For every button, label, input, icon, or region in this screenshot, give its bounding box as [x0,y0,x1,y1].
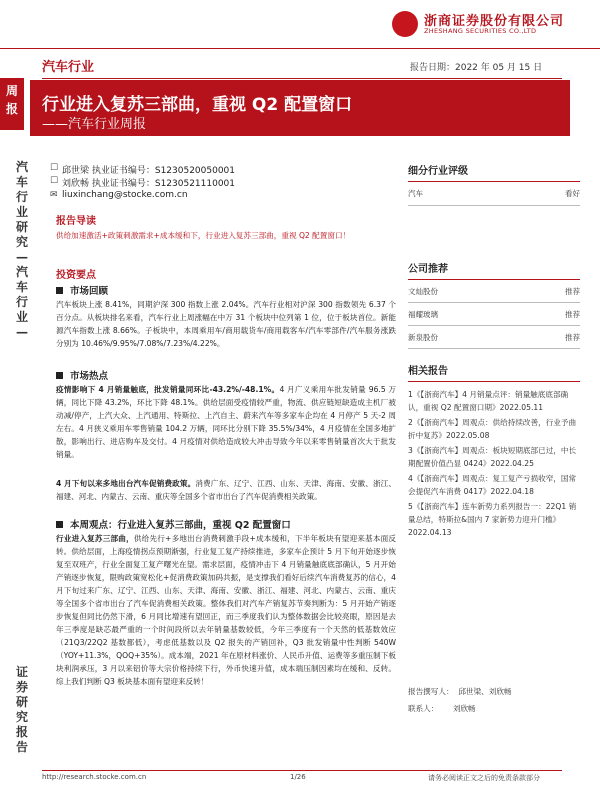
analyst-line-1: 邱世梁 执业证书编号：S1230520050001 [62,166,236,176]
market-hot-text: 疫情影响下 4 月销量触底，批发销量同环比-43.2%/-48.1%。4 月广义乘用车批发销量 96.5 万辆，同比下降 43.2%，环比下降 48.1%。供给层面受疫情较严重，物流、供应链短缺造成主机厂被动减/停产，上汽大众、上汽通用、特斯拉、上汽自主、蔚来汽车等多家车企均在 4 月停产 5 天-2 周左右。4 月狭义乘用车零售销量 104.2 万辆，同环比分别下降 35.5%/34%，4 月疫情在全国多地扩散，影响出行、进店购车及交付。4 月疫情对供给造成较大冲击导致今年以来零售销量首次大于批发销量。 [56,385,396,459]
weekly-view-text: 行业进入复苏三部曲，供给先行+多地出台消费刺激手段+成本缓和，下半年板块有望迎来基本面反转。供给层面，上海疫情拐点预期渐强，行业复工复产持续推进，多家车企预计 5 月下旬开始逐步恢复至双班产，行业全面复工复产曙光在望。需求层面，疫情冲击下 4 月销量触底底部确认，5 月开始产销逐步恢复，限购政策宽松化+促消费政策加码共振，是支撑我们看好后续汽车消费复苏的信心，4 月下旬过来广东、辽宁、江西、山东、天津、海南、安徽、浙江、福建、河北、内蒙古、云南、重庆等全国多个省市出台了汽车促消费相关政策。整体我们对汽车产销复苏节奏判断为：5 月开始产销逐步恢复但同比仍然下滑，6 月同比增速有望回正，而三季度我们认为整体数据会比较亮眼，原因是去年三季度是缺芯最严重的一个时间段所以去年销量基数较低，今年三季度有一个天然的低基数效应（21Q3/22Q2 基数都低），考虑低基数以及 Q2 报失的产销回补，Q3 批发销量中性判断 540W（YOY+11.3%，QOQ+35%）。成本端，2021 年在原材料涨价、人民币升值、运费等多重压制下板块利润承压，3 月以来铝价等大宗价格持续下行，外币快速升值，成本端压制因素均在缓和、反转。综上我们判断 Q3 板块基本面有望迎来反转！ [56,534,396,686]
company-name: 文灿股份 [408,287,438,296]
market-hot-heading: 市场热点 [56,368,108,382]
company-rating: 推荐 [565,287,580,296]
recommend-row [408,309,580,320]
company-name: 新泉股份 [408,333,438,342]
header-divider [0,48,600,49]
report-date: 报告日期：2022 年 05 月 15 日 [410,63,543,73]
analyst-icon: ☐ [50,163,59,173]
guide-heading: 报告导读 [56,216,96,227]
related-report-item[interactable]: 2《【浙商汽车】周观点：供给持续改善，行业予曲折中复苏》2022.05.08 [408,418,577,440]
email-icon: ✉ [50,190,58,200]
analyst-icon: ☐ [50,176,59,186]
title-divider [42,78,562,79]
company-logo-icon [392,11,418,37]
bullet-square-icon [56,521,63,528]
guide-text: 供给加速激活+政策刺激需求+成本缓和下，行业进入复苏三部曲，重视 Q2 配置窗口！ [56,231,351,240]
related-section [408,362,580,539]
contact-person: 联系人： 刘欣畅 [408,704,476,713]
recommend-divider [408,279,580,280]
footer-disclaimer: 请务必阅读正文之后的免责条款部分 [428,774,540,782]
company-name-cn: 浙商证券股份有限公司 [424,14,565,29]
author-section [408,685,580,715]
company-rating: 推荐 [565,310,580,319]
rating-bottom-line [408,205,580,206]
company-name: 福耀玻璃 [408,310,438,319]
related-heading: 相关报告 [408,366,448,377]
company-name-en: ZHESHANG SECURITIES CO.,LTD [424,27,537,35]
page-number: 1/26 [290,773,306,781]
weekly-tag: 周报 [5,84,18,116]
rating-industry: 汽车 [408,189,423,198]
analyst-line-2: 刘欣畅 执业证书编号：S1230521110001 [62,179,236,189]
related-report-item[interactable]: 4《【浙商汽车】周观点：复工复产亏损收窄，国常会提促汽车消费 0417》2022.04.18 [408,474,577,496]
rating-divider [408,181,580,182]
rating-value: 看好 [565,189,580,198]
recommend-row [408,286,580,297]
vertical-category-label: 汽车行业研究—汽车行业— [15,160,28,339]
industry-label: 汽车行业 [42,60,95,75]
points-heading: 投资要点 [56,270,96,281]
page-title: 行业进入复苏三部曲，重视 Q2 配置窗口 [42,95,353,115]
market-review-text: 汽车板块上涨 8.41%，同期沪深 300 指数上涨 2.04%。汽车行业相对沪深 300 指数领先 6.37 个百分点。从板块排名来看，汽车行业上周涨幅在中万 31 个板块中位列第 1 位，位于板块首位。新能源汽车指数上涨 8.66%。子板块中，本周乘用车/商用载货车/商用载客车/汽车零部件/汽车服务涨跌分别为 10.46%/9.95%/7.08%/7.23%/4.22%。 [56,300,396,348]
bullet-square-icon [56,287,63,294]
vertical-report-type: 证券研究报告 [15,665,28,754]
page-subtitle: ——汽车行业周报 [42,117,147,132]
company-rating: 推荐 [565,333,580,342]
footer-divider [42,770,562,771]
related-report-item[interactable]: 5《【浙商汽车】连车新势力系列报告一：22Q1 销量总结，特斯拉&国内 7 家新势力迎升门槛》2022.04.13 [408,502,577,537]
rating-section [408,162,580,206]
rating-heading: 细分行业评级 [408,166,468,177]
recommend-section [408,260,580,349]
footer-url[interactable]: http://research.stocke.com.cn [42,773,147,781]
related-report-item[interactable]: 1《【浙商汽车】4 月销量点评：销量触底底部确认，重视 Q2 配置窗口期》2022.05.11 [408,390,569,412]
row-line [408,302,580,303]
analyst-email[interactable]: liuxinchang@stocke.com.cn [62,190,188,200]
market-review-heading: 市场回顾 [56,283,108,297]
row-line [408,325,580,326]
row-line [408,348,580,349]
related-divider [408,381,580,382]
market-hot-policy: 4 月下旬以来多地出台汽车促销费政策。消费广东、辽宁、江西、山东、天津、海南、安徽、浙江、福建、河北、内蒙古、云南、重庆等全国多个省市出台了汽车促消费相关政策。 [56,479,396,501]
report-author: 报告撰写人： 邱世梁、刘欣畅 [408,687,512,696]
related-report-item[interactable]: 3《【浙商汽车】周观点：板块短期底部已过，中长期配置价值凸显 0424》2022.04.25 [408,446,577,468]
recommend-heading: 公司推荐 [408,264,448,275]
recommend-row [408,332,580,343]
rating-row [408,188,580,199]
weekly-view-heading: 本周观点：行业进入复苏三部曲，重视 Q2 配置窗口 [56,517,291,531]
bullet-square-icon [56,372,63,379]
